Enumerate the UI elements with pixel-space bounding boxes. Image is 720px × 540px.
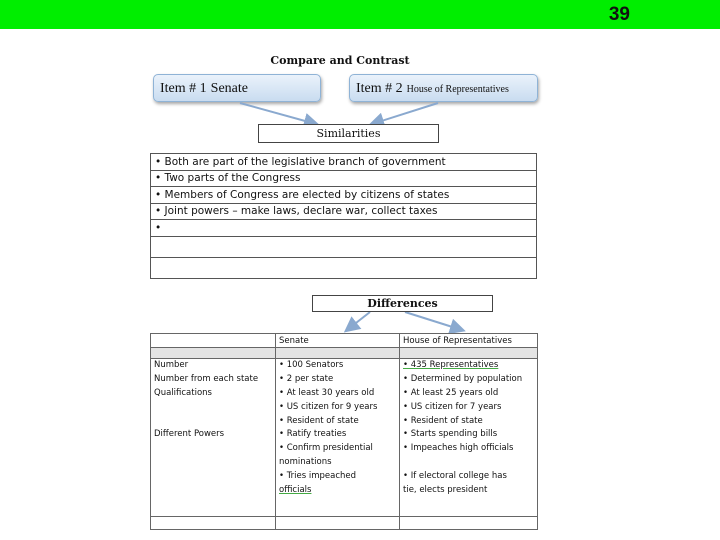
header-senate: Senate xyxy=(276,334,400,348)
item-1-prefix: Item # 1 xyxy=(160,81,207,96)
page-number: 39 xyxy=(608,4,630,25)
differences-table xyxy=(150,333,538,530)
category-label: Qualifications xyxy=(154,387,212,398)
senate-item: • Resident of state xyxy=(279,415,359,426)
differences-content-row xyxy=(151,359,538,517)
category-label xyxy=(154,415,272,429)
senate-column xyxy=(276,359,400,517)
senate-item: • 2 per state xyxy=(279,373,334,384)
arrow-differences-to-house xyxy=(405,312,462,330)
header-category xyxy=(151,334,276,348)
page-title: Compare and Contrast xyxy=(270,54,410,67)
similarity-row xyxy=(151,170,537,187)
house-item: • Resident of state xyxy=(403,415,483,426)
similarity-cell: • Two parts of the Congress xyxy=(151,170,537,187)
senate-item: • US citizen for 9 years xyxy=(279,401,378,412)
differences-label: Differences xyxy=(312,295,493,312)
similarities-label: Similarities xyxy=(258,124,439,143)
senate-item: • At least 30 years old xyxy=(279,387,375,398)
item-2-name: House of Representatives xyxy=(406,84,509,95)
house-item: • At least 25 years old xyxy=(403,387,499,398)
house-column xyxy=(400,359,538,517)
category-label: Different Powers xyxy=(154,429,225,440)
similarity-cell: • Both are part of the legislative branch of government xyxy=(151,154,537,171)
similarity-row xyxy=(151,220,537,237)
similarity-cell: • Joint powers – make laws, declare war, collect taxes xyxy=(151,203,537,220)
similarity-row-blank xyxy=(151,257,537,278)
house-item: • If electoral college has xyxy=(403,471,507,482)
similarity-row xyxy=(151,154,537,171)
category-label xyxy=(154,401,272,415)
item-2-prefix: Item # 2 xyxy=(356,81,403,96)
senate-item: • Tries impeached xyxy=(279,471,357,482)
house-item xyxy=(403,456,534,470)
house-item: • Starts spending bills xyxy=(403,429,498,440)
house-item: tie, elects president xyxy=(403,485,488,496)
arrow-item1-to-similarities xyxy=(240,103,316,124)
arrow-differences-to-senate xyxy=(347,312,370,330)
header-house: House of Representatives xyxy=(400,334,538,348)
senate-item: • 100 Senators xyxy=(279,360,344,370)
senate-item: officials xyxy=(279,485,312,496)
similarity-cell: • Members of Congress are elected by citizens of states xyxy=(151,187,537,204)
similarities-table xyxy=(150,153,537,279)
differences-shaded-row xyxy=(151,348,538,359)
category-column xyxy=(151,359,276,517)
differences-header-row xyxy=(151,334,538,348)
similarity-row xyxy=(151,187,537,204)
similarity-row-blank xyxy=(151,236,537,257)
house-item: • Impeaches high officials xyxy=(403,443,514,454)
similarity-row xyxy=(151,203,537,220)
differences-end-row xyxy=(151,517,538,530)
senate-item: nominations xyxy=(279,457,332,468)
similarity-cell: • xyxy=(151,220,537,237)
house-item: • US citizen for 7 years xyxy=(403,401,502,412)
senate-item: • Ratify treaties xyxy=(279,429,347,440)
senate-item: • Confirm presidential xyxy=(279,443,373,454)
house-item: • 435 Representatives xyxy=(403,360,499,370)
category-label: Number xyxy=(154,360,189,370)
house-item: • Determined by population xyxy=(403,373,523,384)
arrow-item2-to-similarities xyxy=(372,103,438,124)
item-1-name: Senate xyxy=(210,81,248,96)
category-label: Number from each state xyxy=(154,373,259,384)
